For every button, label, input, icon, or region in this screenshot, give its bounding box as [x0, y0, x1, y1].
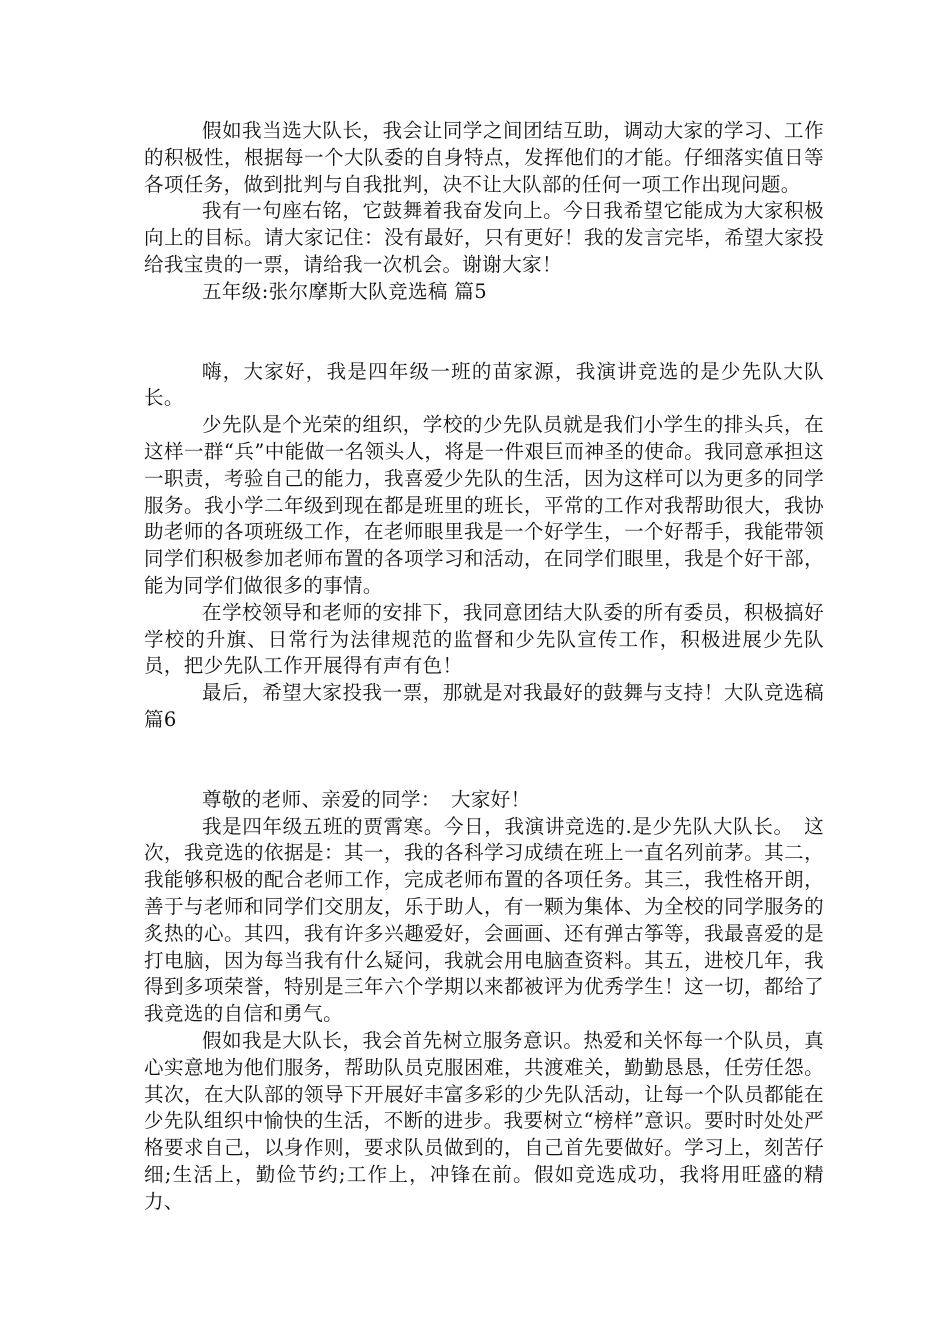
paragraph: 假如我当选大队长，我会让同学之间团结互助，调动大家的学习、工作的积极性，根据每一个大队委的自身特点，发挥他们的才能。仔细落实值日等各项任务，做到批判与自我批判，决不让大队部的任何一项工作出现问题。 [144, 119, 824, 196]
paragraph: 在学校领导和老师的安排下，我同意团结大队委的所有委员，积极搞好学校的升旗、日常行为法律规范的监督和少先队宣传工作，积极进展少先队员，把少先队工作开展得有声有色！ [144, 600, 824, 678]
section-gap [144, 306, 824, 359]
document-body [144, 118, 824, 1215]
paragraph: 我有一句座右铭，它鼓舞着我奋发向上。今日我希望它能成为大家积极向上的目标。请大家记住：没有最好，只有更好！我的发言完毕，希望大家投给我宝贵的一票，请给我一次机会。谢谢大家！ [144, 199, 824, 276]
salutation: 尊敬的老师、亲爱的同学： 大家好！ [202, 787, 531, 811]
paragraph: 最后，希望大家投我一票，那就是对我最好的鼓舞与支持！大队竞选稿 篇6 [144, 681, 824, 731]
paragraph: 假如我是大队长，我会首先树立服务意识。热爱和关怀每一个队员，真心实意地为他们服务，帮助队员克服困难，共渡难关，勤勤恳恳，任劳任怨。其次，在大队部的领导下开展好丰富多彩的少先队活动，让每一个队员都能在少先队组织中愉快的生活，不断的进步。我要树立“榜样”意识。要时时处处严格要求自己，以身作则，要求队员做到的，自己首先要做好。学习上，刻苦仔细;生活上，勤俭节约;工作上，冲锋在前。假如竞选成功，我将用旺盛的精力、 [144, 1028, 824, 1213]
paragraph: 我是四年级五班的贾霄寒。今日，我演讲竞选的.是少先队大队长。 这次，我竞选的依据是：其一，我的各科学习成绩在班上一直名列前茅。其二，我能够积极的配合老师工作，完成老师布置的各项任务。其三，我性格开朗，善于与老师和同学们交朋友，乐于助人，有一颗为集体、为全校的同学服务的炙热的心。其四，我有许多兴趣爱好，会画画、还有弹古筝等，我最喜爱的是打电脑，因为每当我有什么疑问，我就会用电脑查资料。其五，进校几年，我得到多项荣誉，特别是三年六个学期以来都被评为优秀学生！这一切，都给了我竞选的自信和勇气。 [144, 814, 824, 1026]
section-heading: 五年级:张尔摩斯大队竞选稿 篇5 [202, 279, 488, 303]
paragraph: 嗨，大家好，我是四年级一班的苗家源，我演讲竞选的是少先队大队长。 [144, 359, 824, 410]
paragraph: 少先队是个光荣的组织，学校的少先队员就是我们小学生的排头兵，在这样一群“兵”中能做一名领头人，将是一件艰巨而神圣的使命。我同意承担这一职责，考验自己的能力，我喜爱少先队的生活，因为这样可以为更多的同学服务。我小学二年级到现在都是班里的班长，平常的工作对我帮助很大，我协助老师的各项班级工作，在老师眼里我是一个好学生，一个好帮手，我能带领同学们积极参加老师布置的各项学习和活动，在同学们眼里，我是个好干部，能为同学们做很多的事情。 [144, 413, 824, 597]
section-gap [144, 734, 824, 787]
